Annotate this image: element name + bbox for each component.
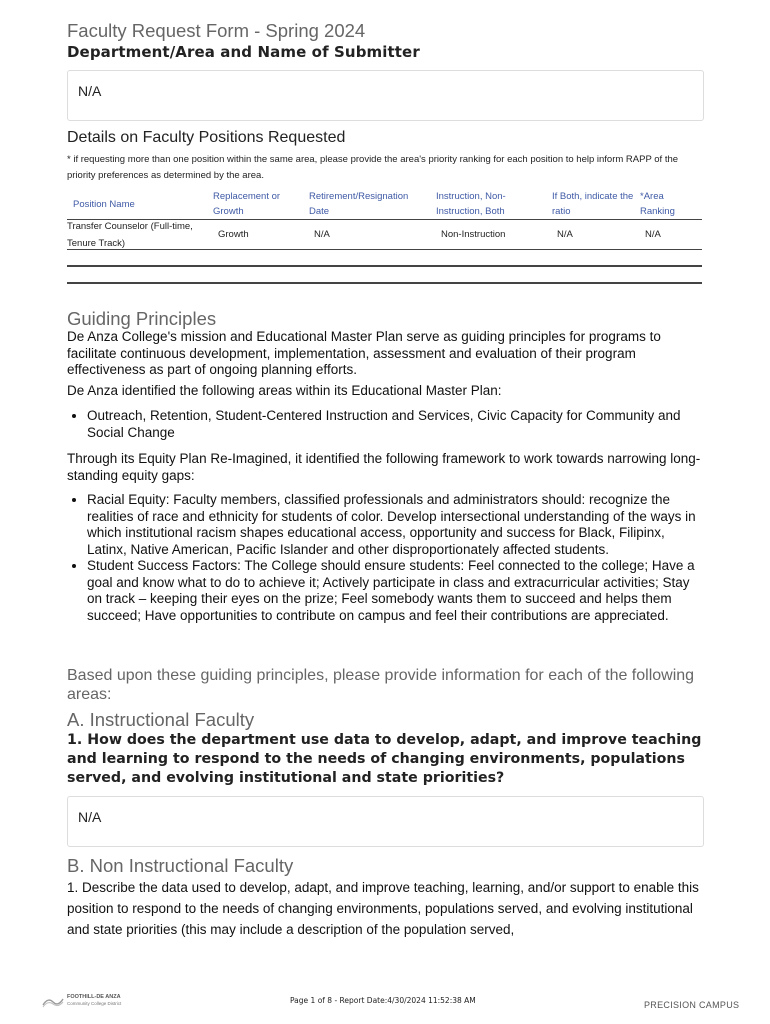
equity-bullet-list xyxy=(67,492,707,624)
col-header-replacement: Replacement or Growth xyxy=(213,191,281,217)
department-answer: N/A xyxy=(78,83,102,99)
emp-bullet-list xyxy=(67,408,707,441)
section-b-question: 1. Describe the data used to develop, adapt, and improve teaching, learning, and/or support to enable this position to respond to the needs of changing environments, populations served, and evolving institutional and state priorities (this may include a description of the population served, xyxy=(67,880,699,937)
department-heading: Department/Area and Name of Submitter xyxy=(67,43,420,61)
section-a-answer-box xyxy=(67,796,704,847)
based-upon-heading: Based upon these guiding principles, please provide information for each of the following areas: xyxy=(67,667,695,703)
department-answer-box xyxy=(67,70,704,121)
col-header-retirement: Retirement/Resignation Date xyxy=(309,191,409,217)
col-header-position: Position Name xyxy=(73,199,135,210)
equity-intro: Through its Equity Plan Re-Imagined, it identified the following framework to work towards narrowing long-standing equity gaps: xyxy=(67,451,701,483)
page-footer: Page 1 of 8 - Report Date:4/30/2024 11:52:38 AM xyxy=(290,996,476,1005)
district-logo-icon xyxy=(42,995,64,1008)
list-item: • Outreach, Retention, Student-Centered Instruction and Services, Civic Capacity for Community and Social Change xyxy=(87,408,707,441)
section-a-answer: N/A xyxy=(78,809,102,825)
priority-note: * if requesting more than one position within the same area, please provide the area's priority ranking for each position to help inform RAPP of the priority preferences as determined by the area. xyxy=(67,154,679,181)
table-row-divider xyxy=(67,249,702,250)
cell-retirement: N/A xyxy=(314,229,330,240)
section-b-heading: B. Non Instructional Faculty xyxy=(67,855,294,876)
col-header-instruction: Instruction, Non-Instruction, Both xyxy=(436,191,506,217)
precision-campus-logo: PRECISION CAMPUS xyxy=(644,1000,740,1010)
table-divider xyxy=(67,282,702,284)
logo-line-1: FOOTHILL-DE ANZA xyxy=(67,994,121,1000)
col-header-ranking: *Area Ranking xyxy=(640,191,675,217)
emp-intro: De Anza identified the following areas within its Educational Master Plan: xyxy=(67,383,502,398)
cell-ranking: N/A xyxy=(645,229,661,240)
form-title: Faculty Request Form - Spring 2024 xyxy=(67,20,366,41)
list-item: • Racial Equity: Faculty members, classified professionals and administrators should: recognize the realities of race and ethnicity for students of color. Develop intersectional understanding of the ways in which institutional racism shapes educational access, opportunity and success for Black, Filipinx, Latinx, Native American, Pacific Islander and other disproportionately affected students. xyxy=(87,492,707,558)
foothill-de-anza-logo xyxy=(42,994,122,1010)
list-item: • Student Success Factors: The College should ensure students: Feel connected to the college; Have a goal and know what to do to achieve it; Actively participate in class and extracurricular activities; Stay on track – keeping their eyes on the prize; Feel somebody wants them to succeed and helps them succeed; Have opportunities to contribute on campus and feel their contributions are appreciated. xyxy=(87,558,707,624)
details-heading: Details on Faculty Positions Requested xyxy=(67,129,346,146)
section-a-question: 1. How does the department use data to develop, adapt, and improve teaching and learning to respond to the needs of changing environments, populations served, and evolving institutional and state priorities? xyxy=(67,732,702,786)
guiding-intro: De Anza College's mission and Educational Master Plan serve as guiding principles for programs to facilitate continuous development, implementation, assessment and evaluation of their program effectiveness as part of ongoing planning efforts. xyxy=(67,329,661,377)
cell-instruction: Non-Instruction xyxy=(441,229,506,240)
cell-replacement: Growth xyxy=(218,229,249,240)
guiding-heading: Guiding Principles xyxy=(67,308,217,329)
cell-ratio: N/A xyxy=(557,229,573,240)
cell-position-name: Transfer Counselor (Full-time, Tenure Track) xyxy=(67,221,193,249)
col-header-ratio: If Both, indicate the ratio xyxy=(552,191,634,217)
logo-line-2: Community College District xyxy=(67,1001,122,1006)
section-a-heading: A. Instructional Faculty xyxy=(67,709,255,730)
table-divider xyxy=(67,265,702,267)
